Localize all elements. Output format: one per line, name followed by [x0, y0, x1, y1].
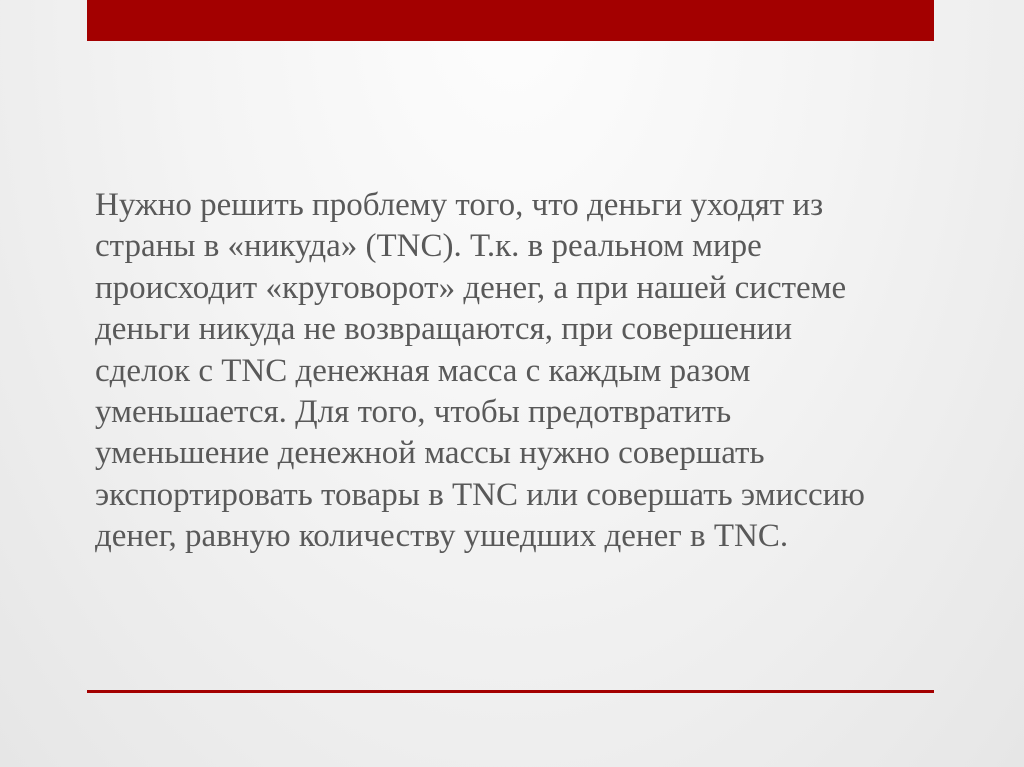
- slide-body-text: Нужно решить проблему того, что деньги уходят из страны в «никуда» (TNC). Т.к. в реальном мире происходит «круговорот» денег, а при нашей системе деньги никуда не возвращаются, при совершении сделок с TNC денежная масса с каждым разом уменьшается. Для того, чтобы предотвратить уменьшение денежной массы нужно совершать экспортировать товары в TNC или совершать эмиссию денег, равную количеству ушедших денег в TNC.: [95, 187, 865, 555]
- top-accent-bar: [87, 0, 934, 41]
- bottom-accent-rule: [87, 690, 934, 693]
